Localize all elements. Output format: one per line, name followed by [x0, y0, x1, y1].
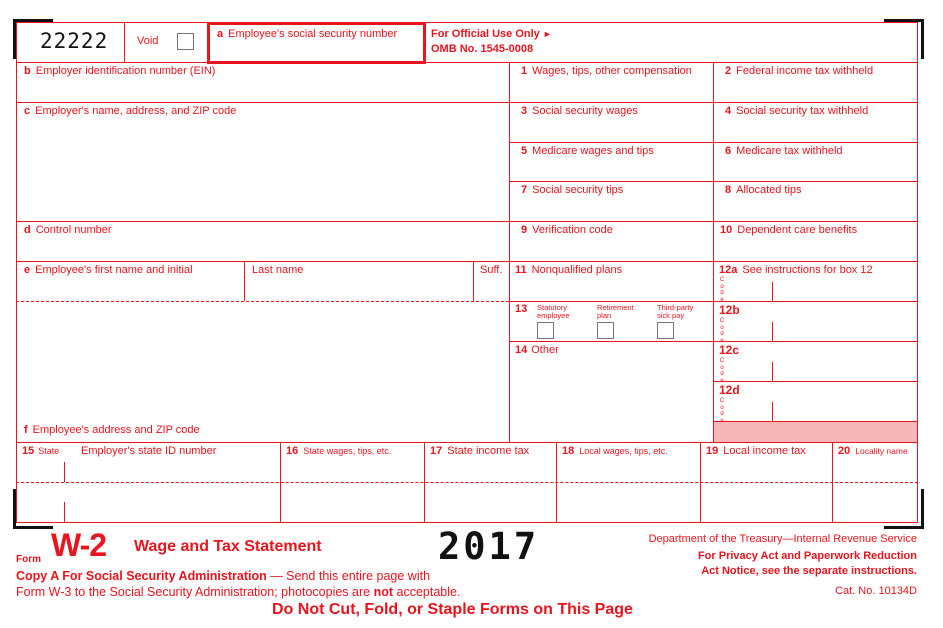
box3-label: 3 Social security wages [521, 105, 638, 117]
void-label: Void [137, 35, 159, 47]
box20-field-2[interactable] [833, 484, 917, 521]
code-divider [772, 362, 773, 381]
do-not-cut-warning: Do Not Cut, Fold, or Staple Forms on This Page [272, 601, 633, 618]
row-line [16, 261, 918, 262]
box17-field-2[interactable] [425, 484, 555, 521]
state-divider [64, 462, 65, 482]
third-party-sick-pay-label: Third-party sick pay [657, 303, 694, 320]
box4-label: 4 Social security tax withheld [725, 105, 869, 117]
employee-first-name-field[interactable] [17, 278, 243, 300]
box16-label: 16 State wages, tips, etc. [286, 445, 392, 457]
box12a-amount-field[interactable] [774, 280, 916, 300]
box15-label: 15 State [22, 445, 60, 457]
box19-field-1[interactable] [701, 460, 831, 481]
box20-label: 20 Locality name [838, 445, 908, 457]
box14-label: 14 Other [515, 344, 559, 356]
box12d-code-field[interactable] [727, 400, 771, 420]
omb-number: OMB No. 1545-0008 [431, 43, 534, 55]
employer-state-id-label: Employer's state ID number [81, 445, 217, 457]
box5-field[interactable] [510, 158, 712, 180]
row-line [16, 442, 918, 443]
box11-field[interactable] [510, 278, 712, 300]
box9-label: 9 Verification code [521, 224, 613, 236]
code-vertical-label: C o d e [719, 277, 725, 303]
box12c-code-field[interactable] [727, 360, 771, 380]
state-divider [64, 502, 65, 522]
control-number-label: d Control number [24, 224, 112, 236]
box12b-code-field[interactable] [727, 320, 771, 340]
form-title: Wage and Tax Statement [134, 538, 322, 555]
code-divider [772, 402, 773, 421]
copy-a-notice-line2: Form W-3 to the Social Security Administration; photocopies are not acceptable. [16, 585, 461, 599]
state-id-field-1[interactable] [66, 460, 279, 481]
code-vertical-label: C o d e [719, 318, 725, 344]
third-party-sick-pay-checkbox[interactable] [657, 322, 674, 339]
treasury-dept: Department of the Treasury—Internal Revenue Service [648, 533, 917, 545]
box18-label: 18 Local wages, tips, etc. [562, 445, 668, 457]
ein-field[interactable] [17, 78, 508, 101]
box17-field-1[interactable] [425, 460, 555, 481]
box12a-code-field[interactable] [727, 280, 771, 300]
box19-field-2[interactable] [701, 484, 831, 521]
statutory-employee-label: Statutory employee [537, 303, 570, 320]
employer-field[interactable] [17, 118, 508, 220]
code-vertical-label: C o d e [719, 358, 725, 384]
ein-label: b Employer identification number (EIN) [24, 65, 216, 77]
box14-field[interactable] [510, 358, 712, 441]
code-divider [772, 322, 773, 341]
form-control-code: 22222 [40, 29, 109, 53]
state-id-field-2[interactable] [66, 484, 279, 521]
box2-field[interactable] [714, 78, 917, 101]
box10-field[interactable] [714, 238, 917, 260]
state-field-2[interactable] [17, 484, 63, 521]
employer-label: c Employer's name, address, and ZIP code [24, 105, 237, 117]
control-number-field[interactable] [17, 238, 508, 260]
box12c-label: 12c [719, 343, 740, 357]
form-word: Form [16, 554, 41, 565]
box20-field-1[interactable] [833, 460, 917, 481]
box4-field[interactable] [714, 118, 917, 141]
retirement-plan-label: Retirement plan [597, 303, 634, 320]
box8-field[interactable] [714, 197, 917, 220]
shaded-area [713, 422, 917, 442]
last-name-field[interactable] [245, 278, 472, 300]
box6-field[interactable] [714, 158, 917, 180]
box12d-label: 12d [719, 383, 740, 397]
box1-label: 1 Wages, tips, other compensation [521, 65, 692, 77]
box12d-amount-field[interactable] [774, 400, 916, 420]
box8-label: 8 Allocated tips [725, 184, 802, 196]
box16-field-1[interactable] [281, 460, 423, 481]
box16-field-2[interactable] [281, 484, 423, 521]
dashed-line [16, 482, 918, 483]
row-line [16, 221, 918, 222]
copy-a-notice: Copy A For Social Security Administration — Send this entire page with [16, 569, 431, 583]
code-divider [772, 282, 773, 301]
box12c-amount-field[interactable] [774, 360, 916, 380]
col-line [124, 22, 125, 62]
box18-field-2[interactable] [557, 484, 699, 521]
box9-field[interactable] [510, 238, 712, 260]
box11-label: 11 Nonqualified plans [515, 264, 623, 276]
code-vertical-label: C o d e [719, 398, 725, 424]
last-name-label: Last name [252, 264, 304, 276]
tax-year: 2017 [438, 525, 540, 568]
state-field-1[interactable] [17, 460, 63, 481]
row-line [713, 421, 918, 422]
employee-address-field[interactable] [17, 303, 508, 423]
suffix-field[interactable] [474, 278, 508, 300]
retirement-plan-checkbox[interactable] [597, 322, 614, 339]
form-name: W-2 [51, 527, 107, 563]
employee-first-name-label: e Employee's first name and initial [24, 264, 193, 276]
box12b-amount-field[interactable] [774, 320, 916, 340]
employee-address-label: f Employee's address and ZIP code [24, 424, 200, 436]
box19-label: 19 Local income tax [706, 445, 806, 457]
box12a-label: 12a See instructions for box 12 [719, 264, 873, 276]
privacy-notice-2: Act Notice, see the separate instructions. [701, 565, 917, 577]
row-line [16, 102, 918, 103]
row-line [16, 62, 918, 63]
void-checkbox[interactable] [177, 33, 194, 50]
official-use-label: For Official Use Only ► [431, 28, 552, 40]
box10-label: 10 Dependent care benefits [720, 224, 858, 236]
box7-label: 7 Social security tips [521, 184, 624, 196]
catalog-number: Cat. No. 10134D [835, 585, 917, 597]
box12b-label: 12b [719, 303, 740, 317]
dashed-line [16, 301, 509, 302]
box13-label: 13 [515, 303, 528, 315]
privacy-notice-1: For Privacy Act and Paperwork Reduction [697, 550, 917, 562]
box7-field[interactable] [510, 197, 712, 220]
statutory-employee-checkbox[interactable] [537, 322, 554, 339]
suffix-label: Suff. [480, 264, 503, 276]
box17-label: 17 State income tax [430, 445, 530, 457]
ssn-label: a Employee's social security number [217, 28, 398, 40]
box3-field[interactable] [510, 118, 712, 141]
row-line [713, 381, 918, 382]
box18-field-1[interactable] [557, 460, 699, 481]
box2-label: 2 Federal income tax withheld [725, 65, 874, 77]
box6-label: 6 Medicare tax withheld [725, 145, 843, 157]
box5-label: 5 Medicare wages and tips [521, 145, 654, 157]
box1-field[interactable] [510, 78, 712, 101]
